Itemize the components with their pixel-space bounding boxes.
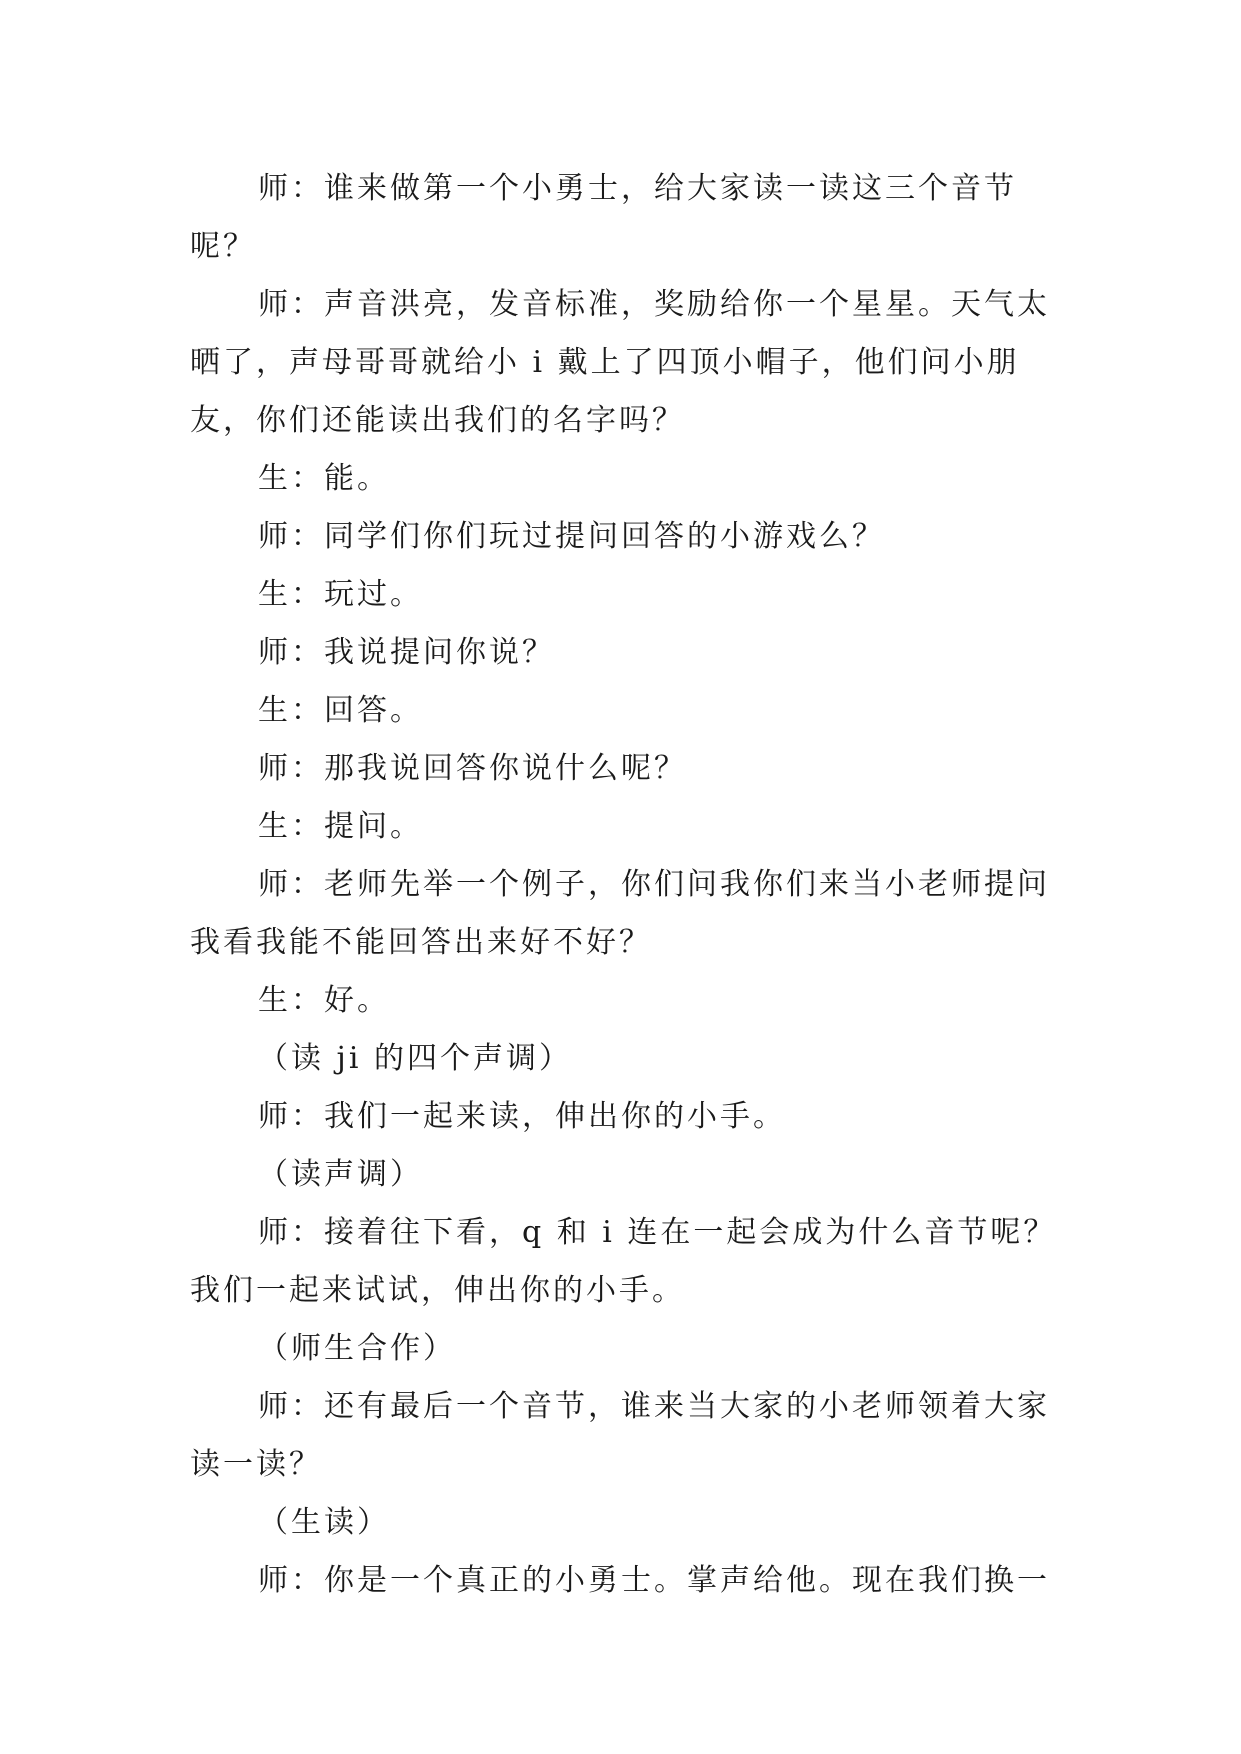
paragraph: 师：谁来做第一个小勇士，给大家读一读这三个音节呢？ (190, 171, 1017, 264)
paragraph: （读 ji 的四个声调） (258, 1041, 572, 1076)
paragraph: （师生合作） (258, 1331, 456, 1366)
paragraph: 生：能。 (258, 461, 390, 496)
paragraph: 生：好。 (258, 983, 390, 1018)
paragraph: 师：声音洪亮，发音标准，奖励给你一个星星。天气太晒了，声母哥哥就给小 i 戴上了四顶小帽子，他们问小朋友，你们还能读出我们的名字吗？ (190, 287, 1050, 438)
paragraph: （读声调） (258, 1157, 423, 1192)
paragraph: 生：玩过。 (258, 577, 423, 612)
paragraph: 师：你是一个真正的小勇士。掌声给他。现在我们换一 (258, 1563, 1050, 1598)
paragraph: 师：那我说回答你说什么呢？ (258, 751, 687, 786)
paragraph: 师：还有最后一个音节，谁来当大家的小老师领着大家读一读？ (190, 1389, 1050, 1482)
paragraph: 生：回答。 (258, 693, 423, 728)
body-text (190, 160, 1070, 1610)
paragraph: 生：提问。 (258, 809, 423, 844)
paragraph: 师：同学们你们玩过提问回答的小游戏么？ (258, 519, 885, 554)
paragraph: 师：接着往下看，q 和 i 连在一起会成为什么音节呢？我们一起来试试，伸出你的小手。 (190, 1215, 1057, 1308)
paragraph: 师：我说提问你说？ (258, 635, 555, 670)
paragraph: 师：我们一起来读，伸出你的小手。 (258, 1099, 786, 1134)
paragraph: （生读） (258, 1505, 390, 1540)
paragraph: 师：老师先举一个例子，你们问我你们来当小老师提问我看我能不能回答出来好不好？ (190, 867, 1050, 960)
